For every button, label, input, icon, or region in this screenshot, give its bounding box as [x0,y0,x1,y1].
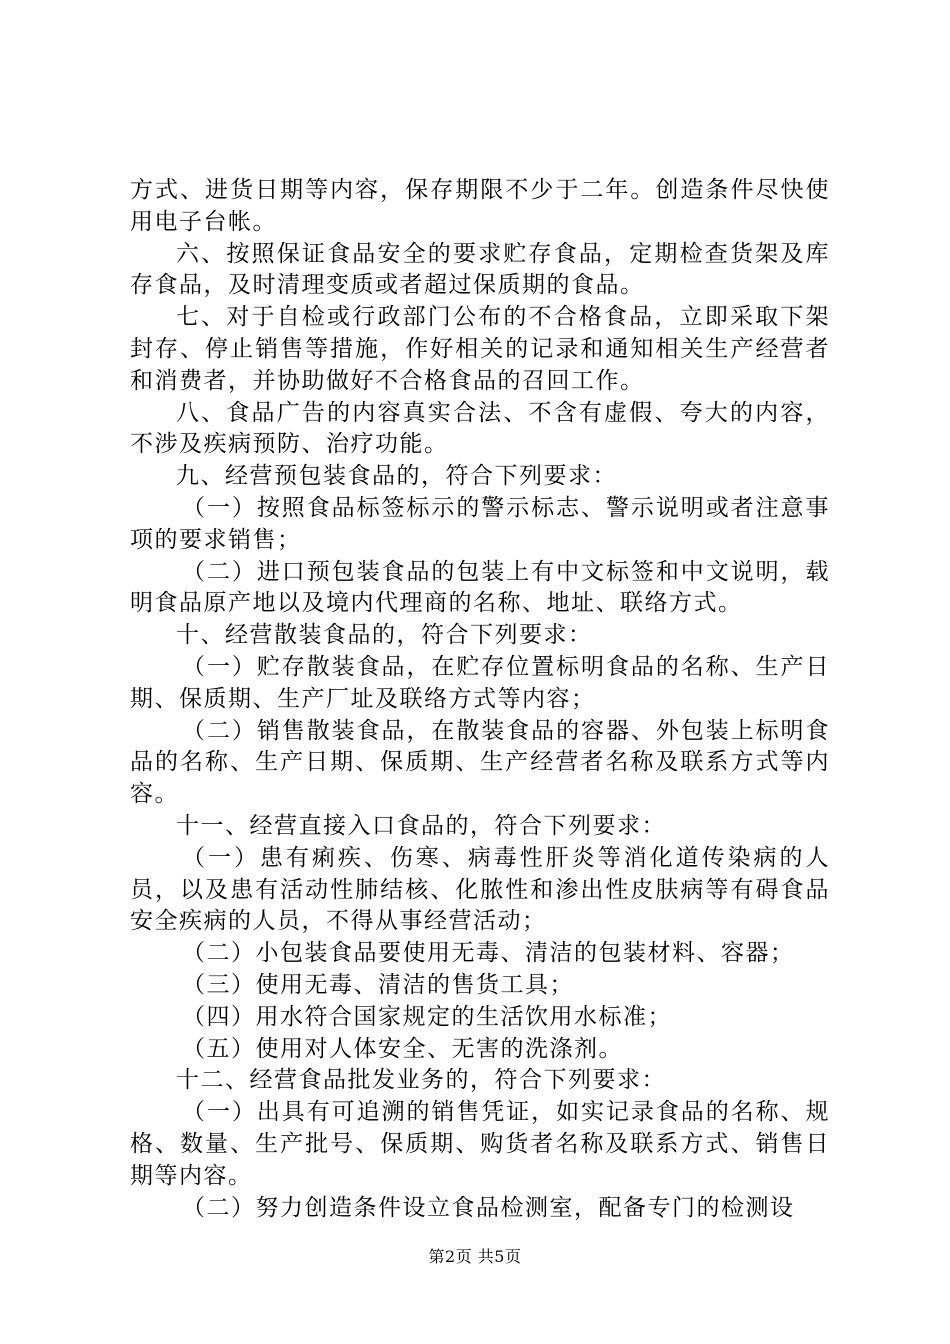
paragraph: （一）按照食品标签标示的警示标志、警示说明或者注意事项的要求销售； [130,494,830,553]
paragraph: 六、按照保证食品安全的要求贮存食品，定期检查货架及库存食品，及时清理变质或者超过保质期的食品。 [130,240,830,299]
paragraph: （一）患有痢疾、伤寒、病毒性肝炎等消化道传染病的人员，以及患有活动性肺结核、化脓性和渗出性皮肤病等有碍食品安全疾病的人员，不得从事经营活动； [130,844,830,935]
paragraph: （五）使用对人体安全、无害的洗涤剂。 [182,1035,623,1062]
paragraph: （四）用水符合国家规定的生活饮用水标准； [182,1003,672,1030]
paragraph: 九、经营预包装食品的，符合下列要求： [176,463,617,490]
paragraph: 七、对于自检或行政部门公布的不合格食品，立即采取下架封存、停止销售等措施，作好相关的记录和通知相关生产经营者和消费者，并协助做好不合格食品的召回工作。 [130,304,830,394]
paragraph: 八、食品广告的内容真实合法、不含有虚假、夸大的内容，不涉及疾病预防、治疗功能。 [130,399,830,458]
paragraph: （一）贮存散装食品，在贮存位置标明食品的名称、生产日期、保质期、生产厂址及联络方式等内容； [130,653,830,712]
paragraph: （二）进口预包装食品的包装上有中文标签和中文说明，载明食品原产地以及境内代理商的名称、地址、联络方式。 [130,558,830,617]
paragraph: 方式、进货日期等内容，保存期限不少于二年。创造条件尽快使用电子台帐。 [130,177,830,235]
paragraph: 十二、经营食品批发业务的，符合下列要求： [176,1067,666,1094]
paragraph: 十一、经营直接入口食品的，符合下列要求： [176,812,666,839]
paragraph: （三）使用无毒、清洁的售货工具； [182,971,574,998]
paragraph: （二）努力创造条件设立食品检测室，配备专门的检测设 [182,1194,795,1221]
paragraph: （二）销售散装食品，在散装食品的容器、外包装上标明食品的名称、生产日期、保质期、生产经营者名称及联系方式等内容。 [130,717,830,808]
document-body [130,175,830,1224]
paragraph: 十、经营散装食品的，符合下列要求： [176,622,593,649]
paragraph: （二）小包装食品要使用无毒、清洁的包装材料、容器； [182,940,795,967]
page-number: 第2页 共5页 [428,1247,522,1266]
paragraph: （一）出具有可追溯的销售凭证，如实记录食品的名称、规格、数量、生产批号、保质期、购货者名称及联系方式、销售日期等内容。 [130,1099,830,1189]
